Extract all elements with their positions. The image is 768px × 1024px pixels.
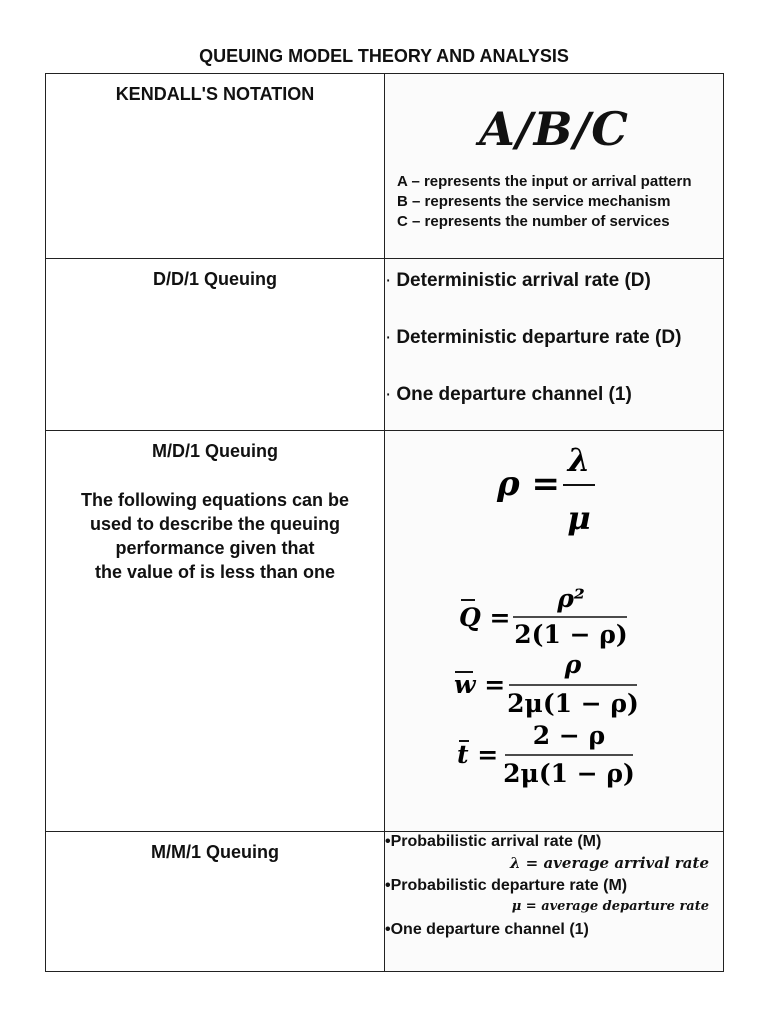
mm1-item: •Probabilistic arrival rate (M) [385,833,602,850]
rho-equation-lhs: ρ = [497,464,560,504]
kendall-label: KENDALL'S NOTATION [115,84,315,104]
w-equation-numerator: ρ [564,650,582,679]
md1-description-line: the value of is less than one [94,562,336,582]
rho-equation-denominator: μ [567,499,591,537]
departure-rate-formula: μ = average departure rate [511,899,709,914]
page-title: QUEUING MODEL THEORY AND ANALYSIS [199,46,569,66]
mm1-label: M/M/1 Queuing [151,842,279,862]
mm1-row [46,832,724,972]
kendall-line-c: C – represents the number of services [397,213,670,230]
md1-label-cell [46,431,385,832]
w-equation-denominator: 2μ(1 − ρ) [507,689,639,718]
q-equation-numerator: ρ² [557,584,585,613]
t-equation-denominator: 2μ(1 − ρ) [503,759,635,788]
kendall-content-cell [385,74,724,259]
mm1-content-cell [385,832,724,972]
dd1-item [385,316,723,373]
md1-equations-cell [385,431,724,832]
kendall-label-cell [46,74,385,259]
dd1-label: D/D/1 Queuing [152,269,277,289]
mm1-item: •One departure channel (1) [385,921,589,938]
dd1-item [385,259,723,316]
md1-description-line: performance given that [115,538,315,558]
mm1-label-cell [46,832,385,972]
kendall-row [46,74,724,259]
w-equation-lhs: w = [454,670,506,699]
dd1-item-text: Deterministic departure rate (D) [396,327,682,348]
q-equation-denominator: 2(1 − ρ) [514,620,628,649]
md1-equations [385,431,723,826]
kendall-line-b: B – represents the service mechanism [397,193,671,210]
arrival-rate-formula: λ = average arrival rate [509,854,709,872]
dd1-item-text: Deterministic arrival rate (D) [396,270,651,291]
rho-equation-numerator: λ [567,441,591,479]
queuing-table [45,73,724,972]
q-equation-lhs: Q = [459,603,511,632]
dd1-content-cell [385,259,724,431]
dd1-row [46,259,724,431]
dd1-item [385,373,723,430]
mm1-item: •Probabilistic departure rate (M) [385,877,628,894]
kendall-line-a: A – represents the input or arrival pattern [397,173,692,190]
kendall-notation: A/B/C [479,102,629,156]
md1-label: M/D/1 Queuing [152,441,278,461]
md1-row [46,431,724,832]
md1-description-line: used to describe the queuing [89,514,341,534]
bullet-icon: · [385,270,392,291]
t-equation-numerator: 2 − ρ [532,721,606,750]
t-equation-lhs: t = [457,740,499,769]
md1-description [46,488,384,584]
dd1-item-text: One departure channel (1) [396,384,632,405]
bullet-icon: · [385,384,392,405]
bullet-icon: · [385,327,392,348]
dd1-label-cell [46,259,385,431]
md1-description-line: The following equations can be [80,490,349,510]
